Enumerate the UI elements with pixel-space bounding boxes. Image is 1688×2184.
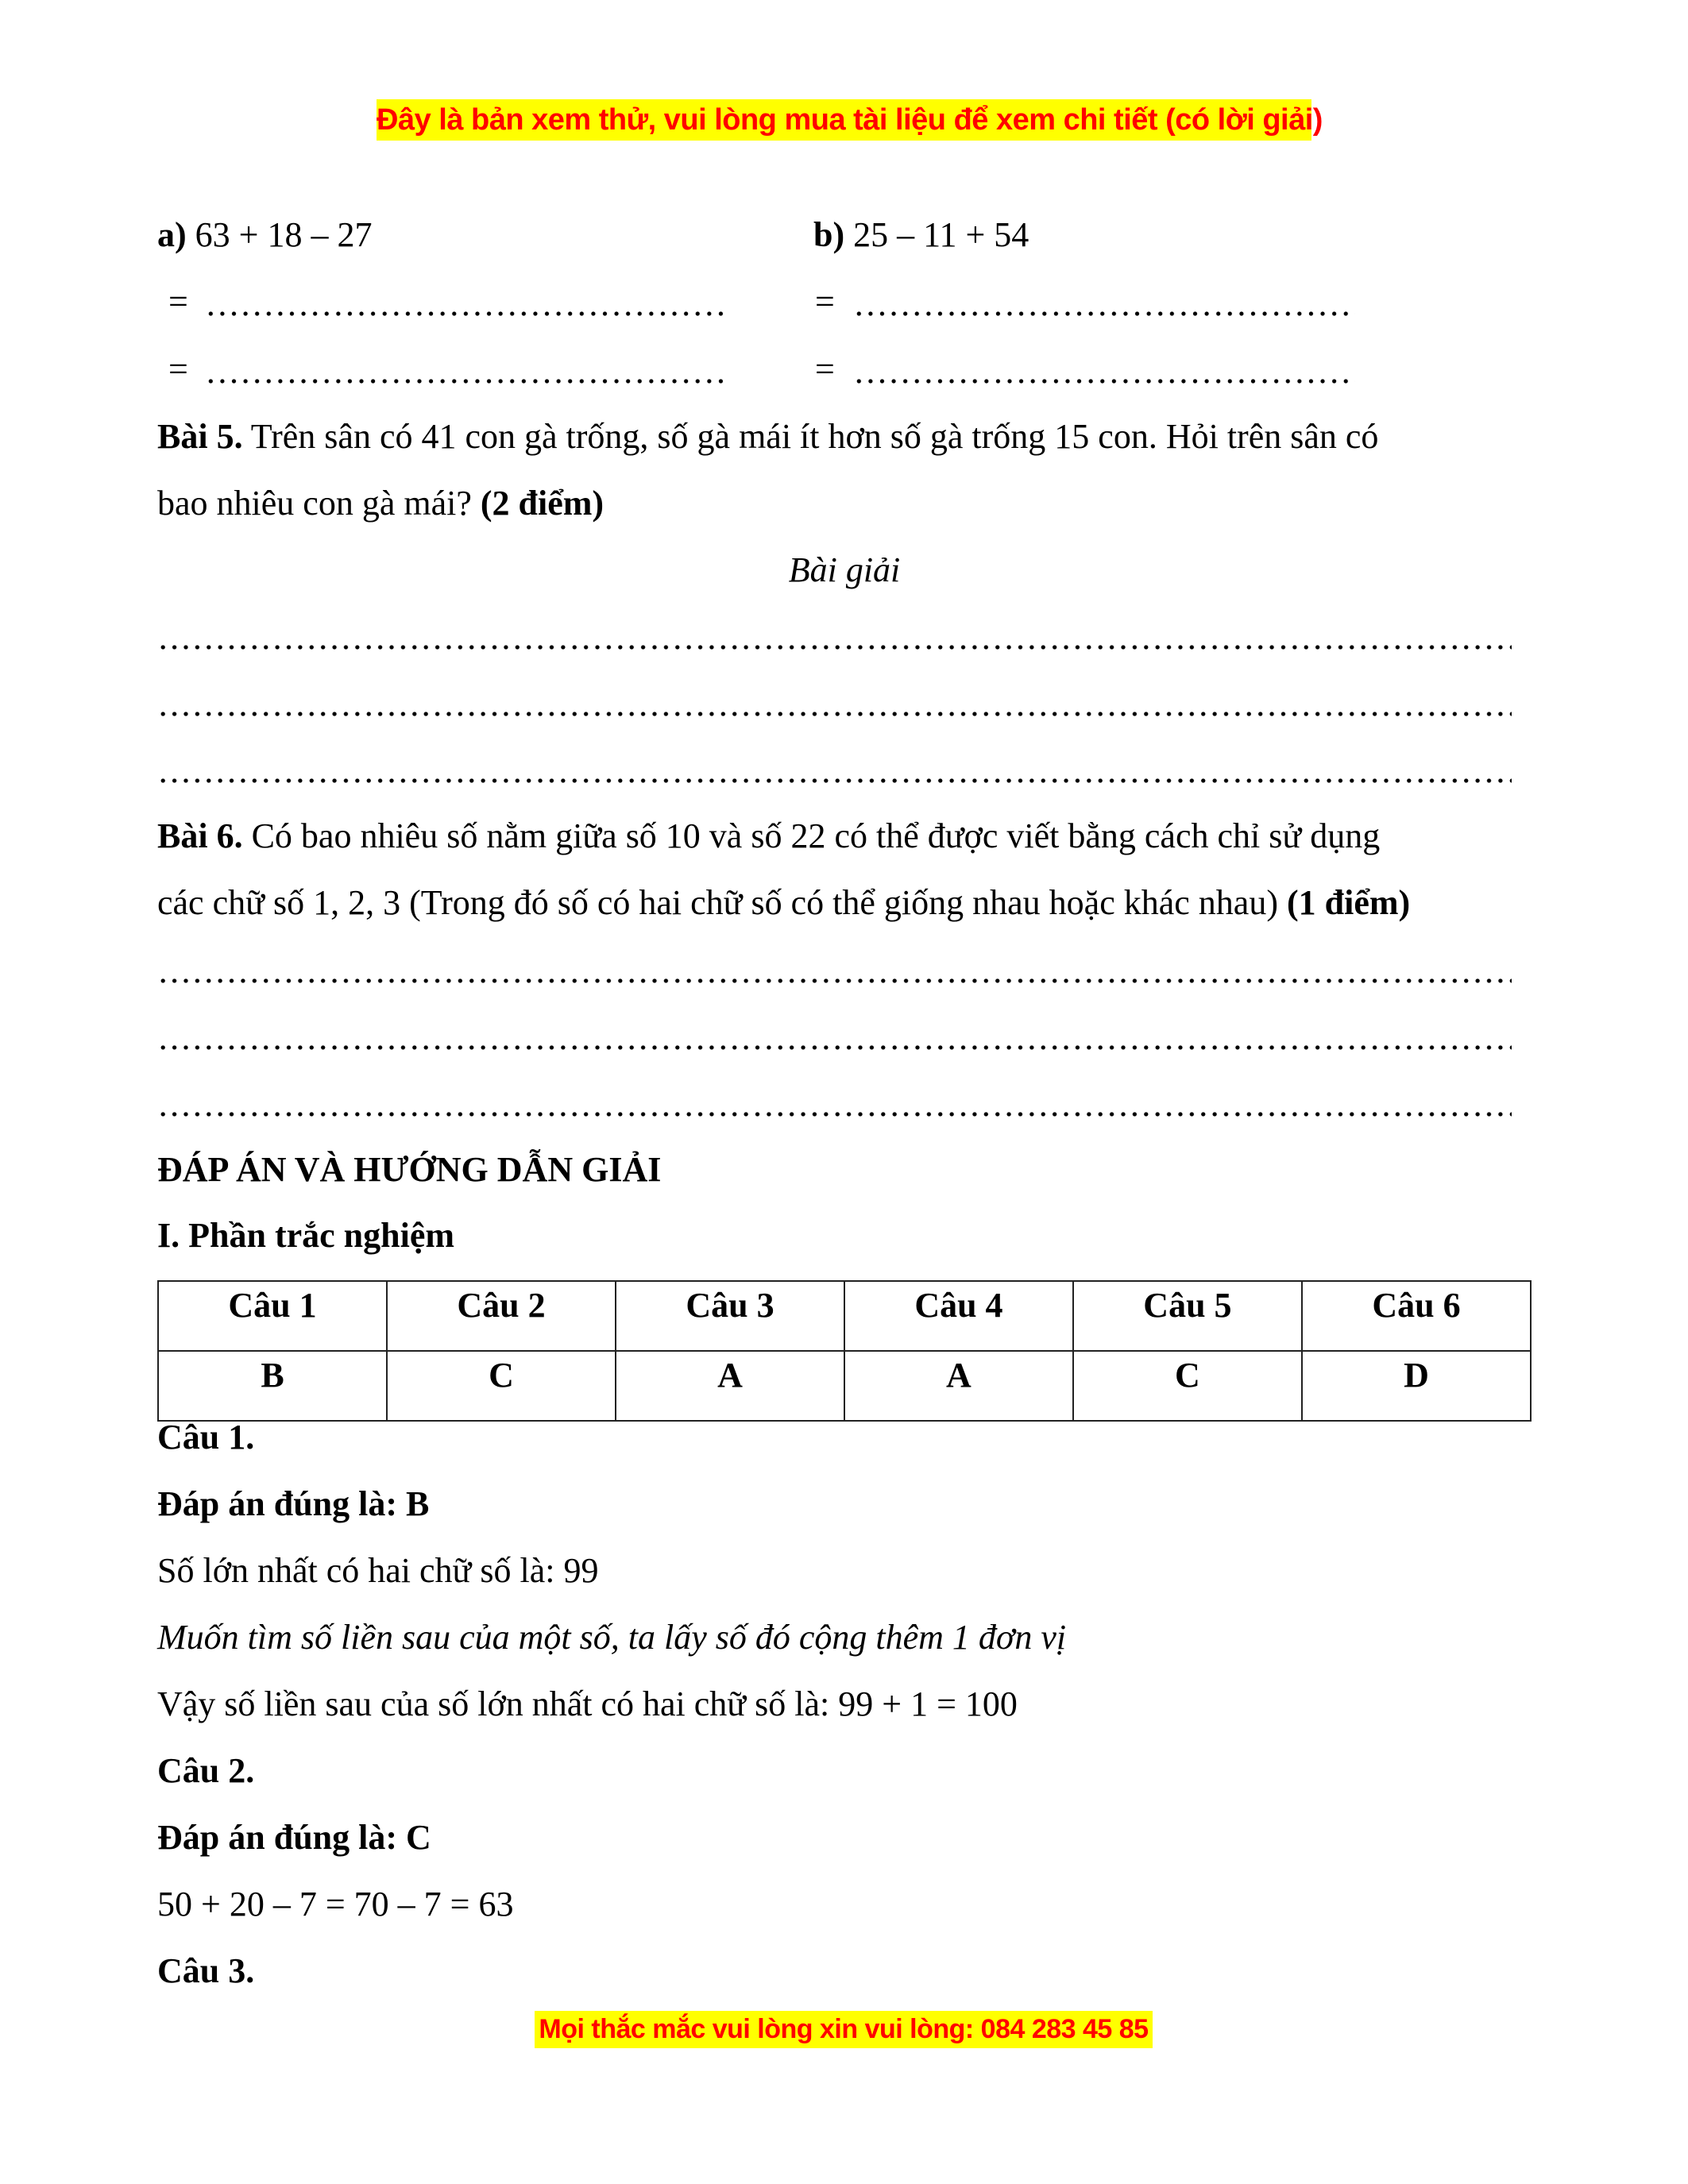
exercise-5-line2 [157,481,604,526]
exercise-4b [813,213,1029,257]
solution-blank-1[interactable] [157,645,1512,650]
exercise-5-label: Bài 5. [157,417,243,456]
exercise-4a [157,213,372,257]
solution-blank-2[interactable] [157,712,1512,716]
answer-blank-6-2[interactable] [157,1045,1512,1050]
solution-heading: Bài giải [788,550,901,589]
part-b-expression: 25 – 11 + 54 [844,215,1029,254]
section-multiple-choice: I. Phần trắc nghiệm [157,1216,454,1255]
exercise-6-line1 [157,814,1380,859]
equals-sign: = [168,349,188,388]
preview-notice-banner: Đây là bản xem thử, vui lòng mua tài liệu để xem chi tiết (có lời giải) [377,99,1311,141]
exercise-6-points: (1 điểm) [1286,883,1411,922]
exercise-6-line2 [157,881,1410,925]
answer-blank-b2[interactable] [853,379,1355,384]
answer-blank-6-3[interactable] [157,1112,1512,1117]
contact-banner: Mọi thắc mắc vui lòng xin vui lòng: 084 283 45 85 [535,2011,1153,2048]
q1-correct-answer: Đáp án đúng là: B [157,1484,430,1523]
exercise-6-text: Có bao nhiêu số nằm giữa số 10 và số 22 có thể được viết bằng cách chỉ sử dụng [242,816,1381,855]
table-header-cell: Câu 2 [387,1281,616,1351]
q2-explanation-1: 50 + 20 – 7 = 70 – 7 = 63 [157,1885,514,1924]
exercise-5-text-2: bao nhiêu con gà mái? [157,484,481,523]
exercise-6-label: Bài 6. [157,816,243,855]
q2-correct-answer: Đáp án đúng là: C [157,1818,431,1857]
part-a-label: a) [157,215,187,254]
solution-blank-3[interactable] [157,778,1512,783]
table-cell: A [844,1351,1073,1421]
q1-title: Câu 1. [157,1418,255,1457]
answer-blank-a1[interactable] [205,311,729,316]
q3-title: Câu 3. [157,1951,255,1990]
answer-blank-a2[interactable] [205,379,729,384]
equals-sign: = [815,282,835,321]
equals-sign: = [168,282,188,321]
part-a-expression: 63 + 18 – 27 [186,215,373,254]
answers-heading: ĐÁP ÁN VÀ HƯỚNG DẪN GIẢI [157,1150,662,1189]
table-header-cell: Câu 3 [616,1281,844,1351]
table-cell: A [616,1351,844,1421]
answer-table [157,1280,1532,1422]
q1-explanation-1: Số lớn nhất có hai chữ số là: 99 [157,1551,599,1590]
part-b-label: b) [813,215,845,254]
q1-explanation-2: Muốn tìm số liền sau của một số, ta lấy số đó cộng thêm 1 đơn vị [157,1618,1067,1657]
exercise-5-text: Trên sân có 41 con gà trống, số gà mái ít hơn số gà trống 15 con. Hỏi trên sân có [242,417,1379,456]
q1-explanation-3: Vậy số liền sau của số lớn nhất có hai chữ số là: 99 + 1 = 100 [157,1684,1018,1723]
answer-table-header-row [158,1281,1531,1351]
table-cell: C [387,1351,616,1421]
table-cell: C [1073,1351,1302,1421]
table-header-cell: Câu 4 [844,1281,1073,1351]
table-cell: D [1302,1351,1531,1421]
answer-table-value-row [158,1351,1531,1421]
exercise-5-points: (2 điểm) [480,484,605,523]
exercise-5-line1 [157,415,1378,459]
table-header-cell: Câu 1 [158,1281,387,1351]
table-cell: B [158,1351,387,1421]
answer-blank-b1[interactable] [853,311,1355,316]
answer-blank-6-1[interactable] [157,978,1512,983]
equals-sign: = [815,349,835,388]
table-header-cell: Câu 5 [1073,1281,1302,1351]
q2-title: Câu 2. [157,1751,255,1790]
exercise-6-text-2: các chữ số 1, 2, 3 (Trong đó số có hai chữ số có thể giống nhau hoặc khác nhau) [157,883,1287,922]
table-header-cell: Câu 6 [1302,1281,1531,1351]
